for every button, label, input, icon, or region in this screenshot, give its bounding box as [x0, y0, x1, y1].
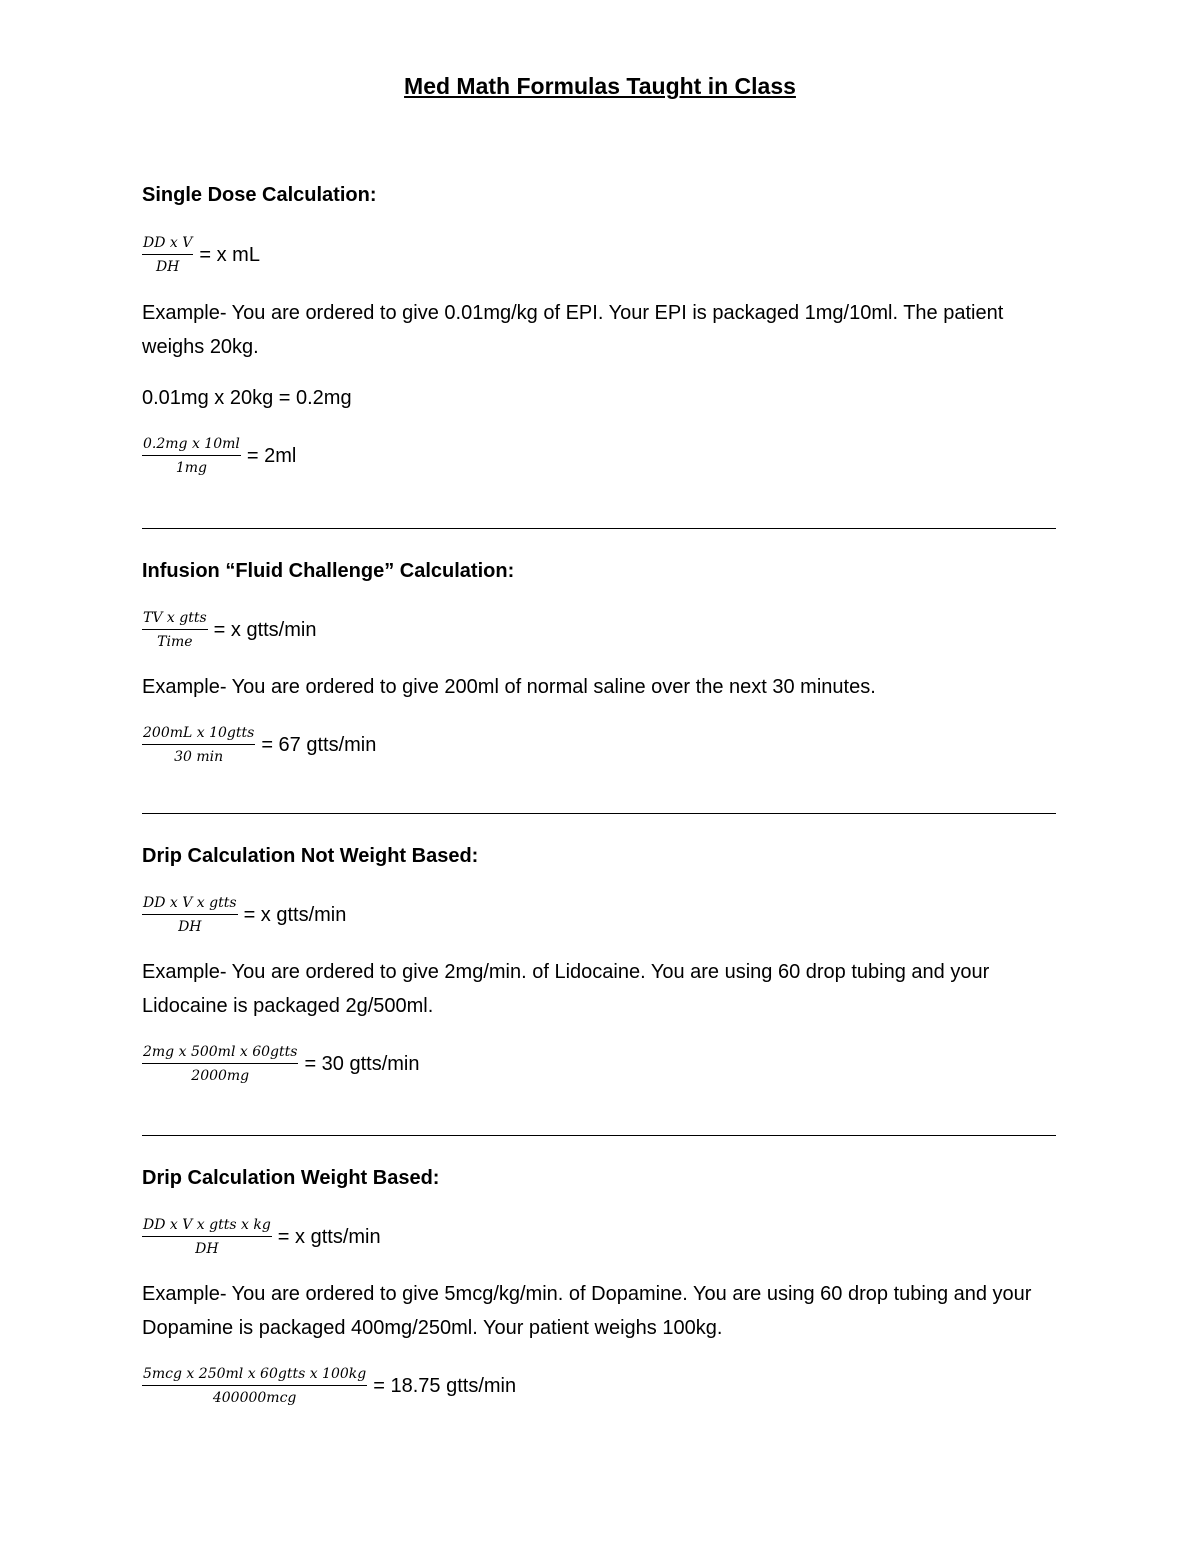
fraction: [142, 1365, 367, 1407]
numerator: 2mg x 500ml x 60gtts: [142, 1043, 298, 1064]
section-heading-drip-weight: Drip Calculation Weight Based:: [142, 1167, 440, 1189]
formula-fluid-challenge: [142, 607, 316, 653]
denominator: 2000mg: [191, 1068, 250, 1084]
section-divider: [142, 528, 1056, 529]
answer-result: = 67 gtts/min: [261, 733, 377, 756]
numerator: DD x V x gtts: [142, 894, 238, 915]
fraction: [142, 1043, 298, 1085]
fraction: [142, 894, 238, 936]
section-heading-fluid-challenge: Infusion “Fluid Challenge” Calculation:: [142, 560, 515, 582]
formula-single-dose: [142, 232, 260, 278]
numerator: 200mL x 10gtts: [142, 724, 255, 745]
worked-answer: [142, 1041, 420, 1087]
denominator: Time: [157, 634, 193, 650]
worked-answer: [142, 433, 296, 479]
answer-result: = 18.75 gtts/min: [373, 1374, 517, 1397]
section-divider: [142, 1135, 1056, 1136]
answer-result: = 2ml: [246, 444, 297, 467]
fraction: [142, 1216, 272, 1258]
denominator: DH: [155, 259, 180, 275]
denominator: 1mg: [175, 460, 208, 476]
denominator: DH: [178, 919, 202, 935]
page-title: Med Math Formulas Taught in Class: [404, 73, 796, 99]
calculation-step: 0.01mg x 20kg = 0.2mg: [142, 387, 352, 409]
answer-result: = 30 gtts/min: [304, 1052, 420, 1075]
denominator: 30 min: [174, 749, 224, 765]
denominator: 400000mcg: [212, 1390, 297, 1406]
formula-result: = x gtts/min: [213, 618, 317, 641]
example-text: Example- You are ordered to give 0.01mg/kg of EPI. Your EPI is packaged 1mg/10ml. The patient weighs 20kg.: [142, 302, 1004, 358]
numerator: 5mcg x 250ml x 60gtts x 100kg: [142, 1365, 367, 1386]
worked-answer: [142, 722, 376, 768]
example-text: Example- You are ordered to give 2mg/min. of Lidocaine. You are using 60 drop tubing and your Lidocaine is packaged 2g/500ml.: [142, 961, 990, 1017]
fraction: [142, 724, 255, 766]
section-heading-single-dose: Single Dose Calculation:: [142, 184, 377, 206]
denominator: DH: [195, 1241, 219, 1257]
numerator: DD x V: [142, 234, 193, 255]
formula-result: = x mL: [199, 243, 260, 266]
formula-result: = x gtts/min: [243, 903, 347, 926]
numerator: 0.2mg x 10ml: [142, 435, 241, 456]
section-divider: [142, 813, 1056, 814]
section-heading-drip-not-weight: Drip Calculation Not Weight Based:: [142, 845, 479, 867]
fraction: [142, 234, 193, 276]
formula-result: = x gtts/min: [277, 1225, 381, 1248]
fraction: [142, 609, 208, 651]
numerator: TV x gtts: [142, 609, 208, 630]
formula-drip-weight: [142, 1214, 381, 1260]
example-text: Example- You are ordered to give 5mcg/kg/min. of Dopamine. You are using 60 drop tubing and your Dopamine is packaged 400mg/250ml. Your patient weighs 100kg.: [142, 1283, 1032, 1339]
formula-drip-not-weight: [142, 892, 346, 938]
example-text: Example- You are ordered to give 200ml of normal saline over the next 30 minutes.: [142, 676, 876, 698]
worked-answer: [142, 1363, 516, 1409]
fraction: [142, 435, 241, 477]
numerator: DD x V x gtts x kg: [142, 1216, 272, 1237]
